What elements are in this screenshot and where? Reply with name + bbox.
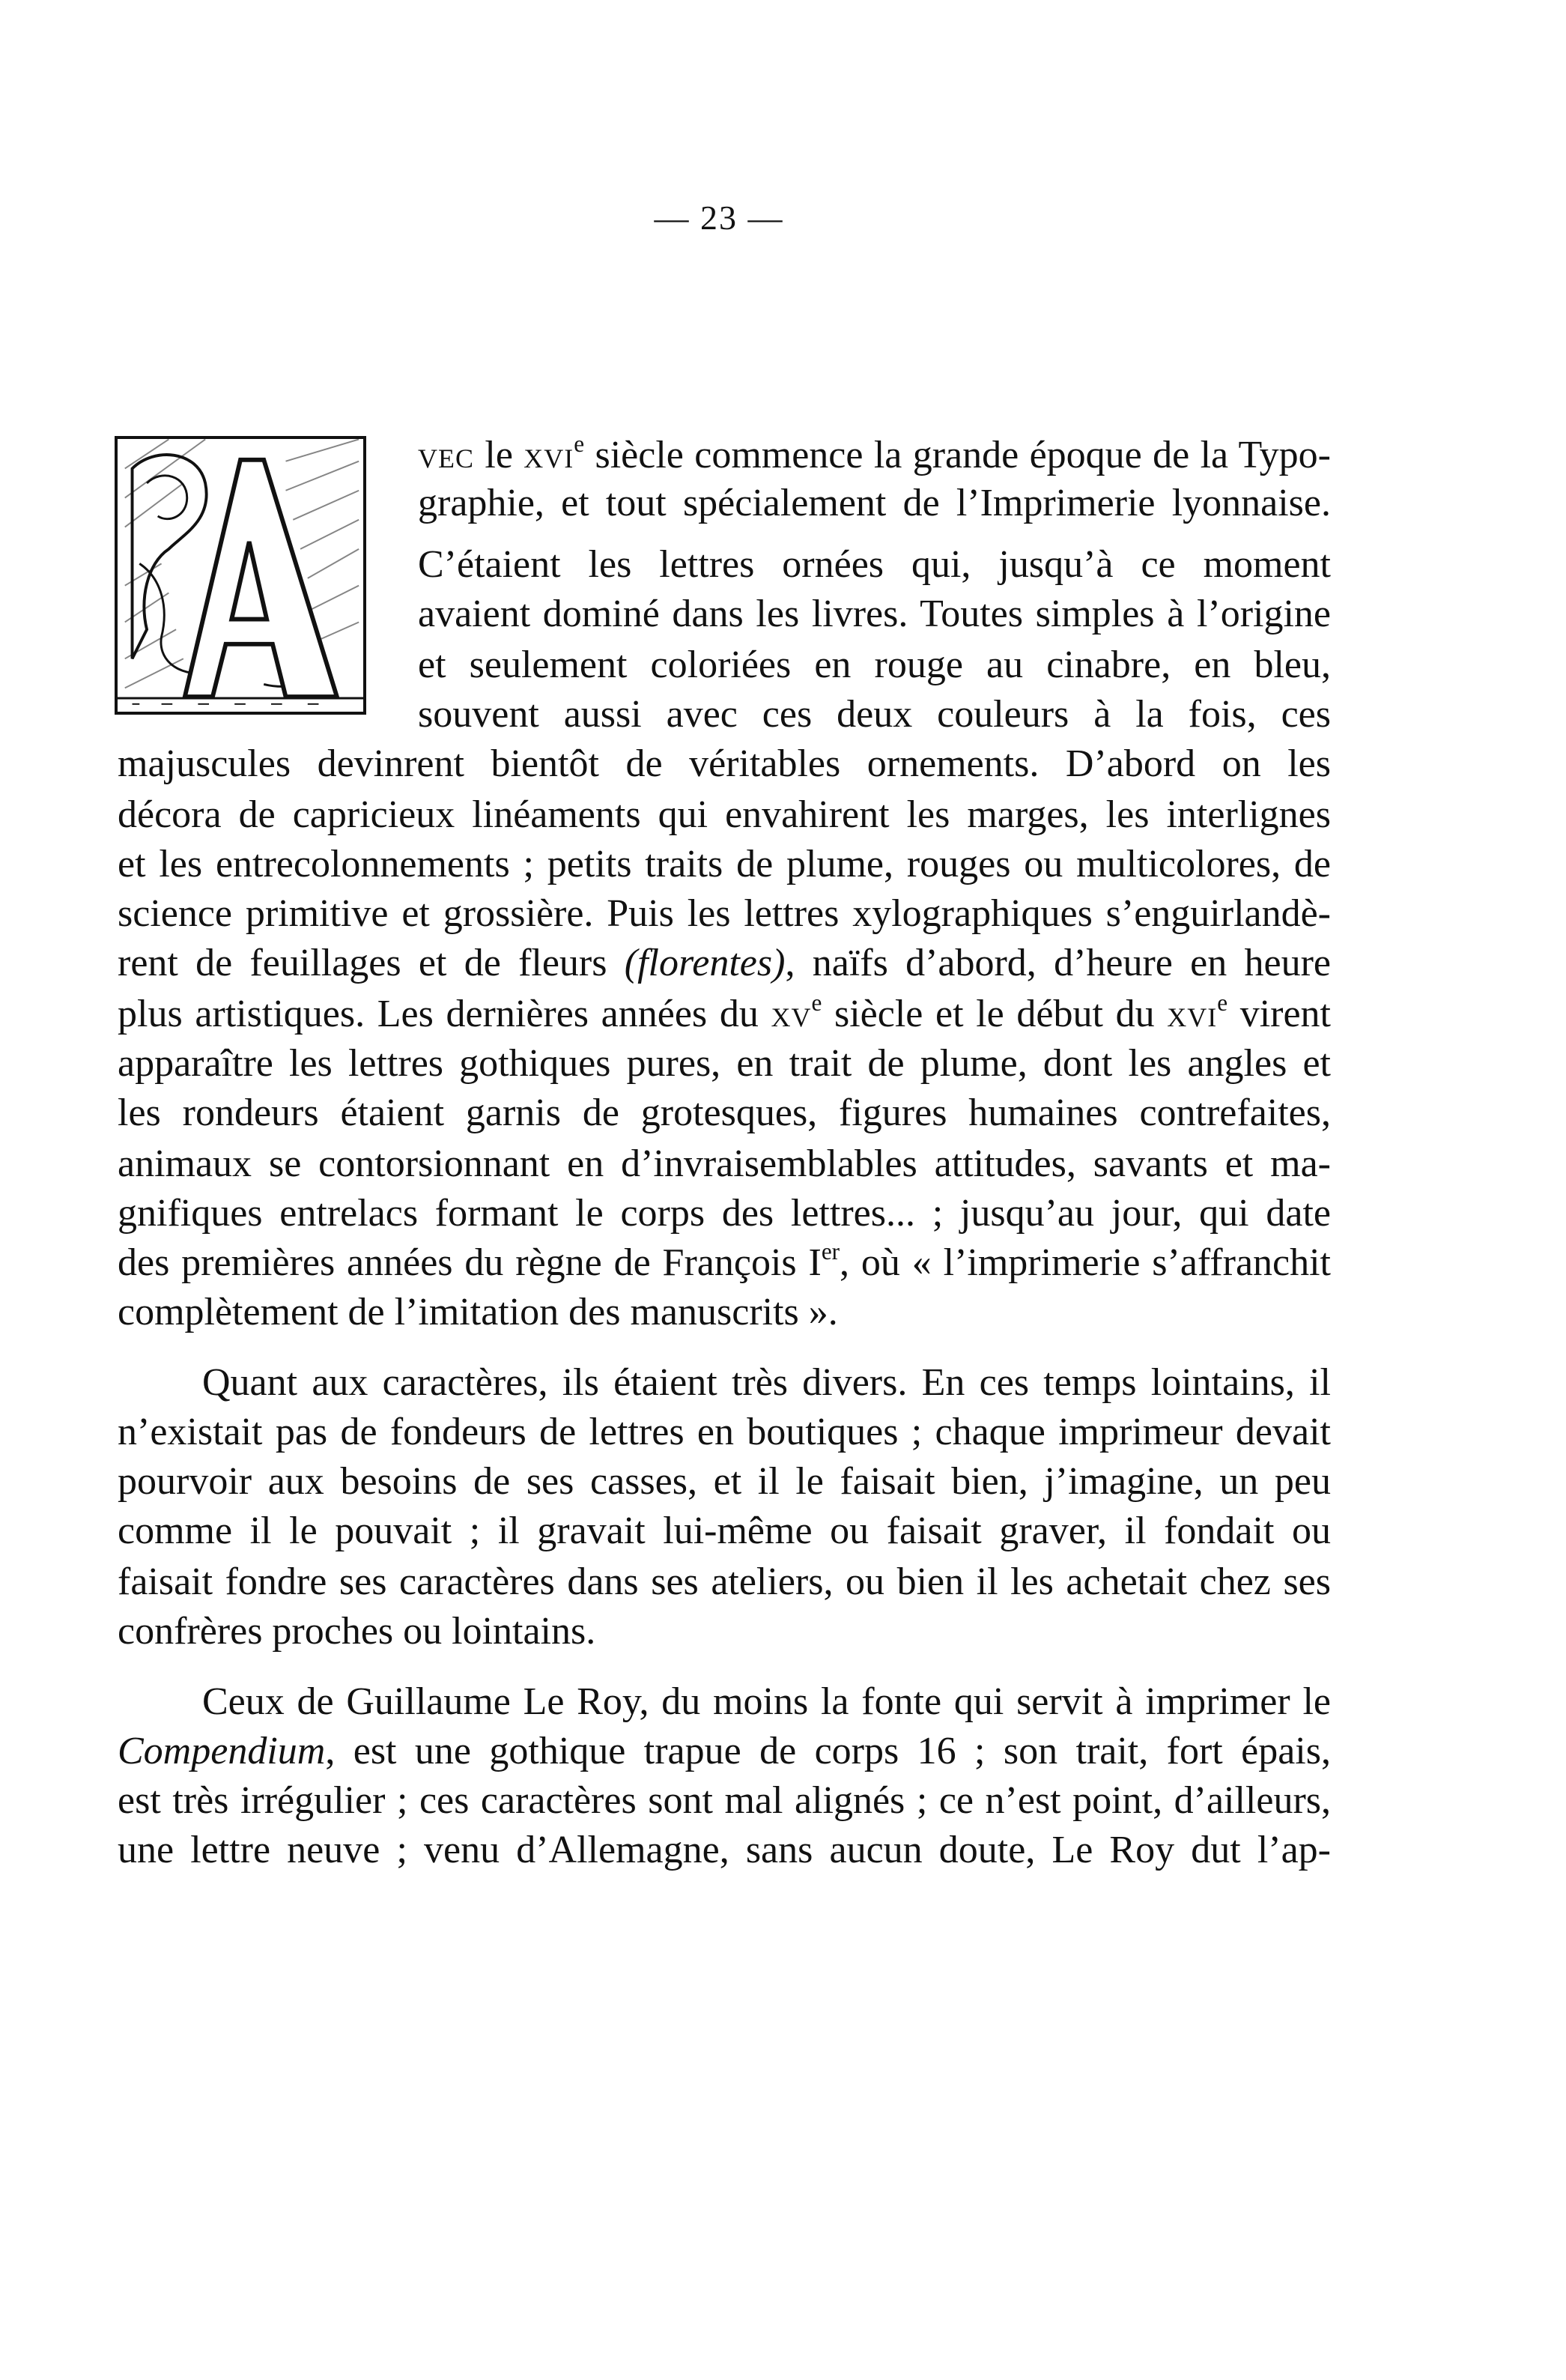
text-line-23: faisait fondre ses caractères dans ses ateliers, ou bien il les achetait chez ses	[118, 1560, 1331, 1603]
text-line-18: complètement de l’imitation des manuscrits ».	[118, 1291, 838, 1333]
text-line-2: graphie, et tout spécialement de l’Imprimerie lyonnaise.	[418, 482, 1331, 524]
text-line-28: une lettre neuve ; venu d’Allemagne, sans aucun doute, Le Roy dut l’ap-	[118, 1829, 1331, 1871]
text-line-10: science primitive et grossière. Puis les lettres xylographiques s’enguirlandè-	[118, 892, 1331, 935]
text-line-27: est très irrégulier ; ces caractères sont mal alignés ; ce n’est point, d’ailleurs,	[118, 1779, 1331, 1822]
text-line-9: et les entrecolonnements ; petits traits de plume, rouges ou multicolores, de	[118, 843, 1331, 885]
text-line-3: C’étaient les lettres ornées qui, jusqu’à ce moment	[418, 543, 1331, 586]
text-line-15: animaux se contorsionnant en d’invraisemblables attitudes, savants et ma-	[118, 1142, 1331, 1185]
text-line-13: apparaître les lettres gothiques pures, en trait de plume, dont les angles et	[118, 1042, 1331, 1085]
text-line-6: souvent aussi avec ces deux couleurs à la fois, ces	[418, 693, 1331, 736]
woodcut-illustration	[118, 439, 363, 712]
text-line-21: pourvoir aux besoins de ses casses, et il le faisait bien, j’imagine, un peu	[118, 1460, 1331, 1503]
page-number: — 23 —	[654, 199, 784, 237]
text-line-26: Compendium, est une gothique trapue de corps 16 ; son trait, fort épais,	[118, 1730, 1331, 1772]
text-line-14: les rondeurs étaient garnis de grotesques, figures humaines contrefaites,	[118, 1091, 1331, 1134]
text-line-20: n’existait pas de fondeurs de lettres en boutiques ; chaque imprimeur devait	[118, 1411, 1331, 1453]
text-line-22: comme il le pouvait ; il gravait lui-même ou faisait graver, il fondait ou	[118, 1510, 1331, 1552]
text-line-4: avaient dominé dans les livres. Toutes simples à l’origine	[418, 593, 1331, 635]
ornate-dropcap-initial	[115, 436, 366, 715]
text-line-11: rent de feuillages et de fleurs (florentes), naïfs d’abord, d’heure en heure	[118, 942, 1331, 984]
text-line-17: des premières années du règne de François Ier, où « l’imprimerie s’affranchit	[118, 1238, 1331, 1284]
text-line-1: vec le xvi$^e$ siècle commence la grande époque de la Typo-	[418, 430, 1331, 476]
text-line-8: décora de capricieux linéaments qui envahirent les marges, les interlignes	[118, 793, 1331, 836]
text-line-19: Quant aux caractères, ils étaient très divers. En ces temps lointains, il	[202, 1361, 1331, 1404]
text-line-7: majuscules devinrent bientôt de véritables ornements. D’abord on les	[118, 742, 1331, 785]
text-line-25: Ceux de Guillaume Le Roy, du moins la fonte qui servit à imprimer le	[202, 1680, 1331, 1723]
text-line-5: et seulement coloriées en rouge au cinabre, en bleu,	[418, 644, 1331, 686]
text-line-24: confrères proches ou lointains.	[118, 1610, 596, 1653]
text-line-12: plus artistiques. Les dernières années du $xv^e$ siècle et le début du xvi$^e$ virent	[118, 989, 1331, 1035]
text-line-16: gnifiques entrelacs formant le corps des lettres... ; jusqu’au jour, qui date	[118, 1192, 1331, 1235]
